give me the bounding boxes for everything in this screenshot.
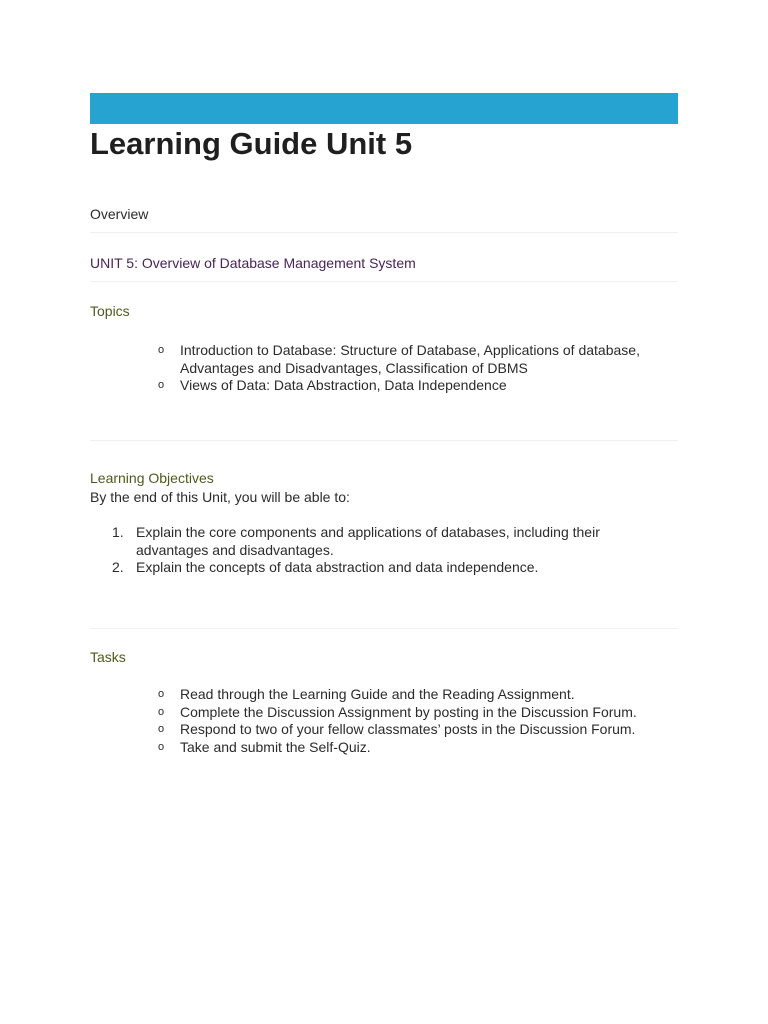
task-text: Take and submit the Self-Quiz. (180, 738, 371, 755)
list-item (158, 721, 668, 739)
task-text: Complete the Discussion Assignment by posting in the Discussion Forum. (180, 703, 637, 720)
topics-list (158, 342, 668, 395)
task-text: Respond to two of your fellow classmates’ posts in the Discussion Forum. (180, 721, 636, 737)
bullet-marker: o (158, 740, 165, 753)
list-item (112, 559, 632, 577)
list-item (158, 739, 668, 757)
topics-heading: Topics (90, 303, 130, 319)
list-item (112, 524, 632, 559)
bullet-marker: o (158, 688, 165, 700)
section-divider (90, 440, 678, 441)
objective-text: Explain the core components and applications of databases, including their advantages and disadvantages. (136, 524, 600, 558)
objective-text: Explain the concepts of data abstraction and data independence. (136, 559, 539, 575)
objectives-list (112, 524, 632, 577)
topic-text: Views of Data: Data Abstraction, Data Independence (180, 377, 507, 393)
list-item (158, 686, 668, 704)
learning-objectives-intro: By the end of this Unit, you will be able to: (90, 489, 350, 505)
header-banner (90, 93, 678, 124)
bullet-marker: o (158, 379, 165, 391)
tasks-list (158, 686, 668, 756)
item-number: 1. (112, 524, 124, 540)
learning-objectives-heading: Learning Objectives (90, 470, 214, 486)
tasks-heading: Tasks (90, 649, 126, 665)
bullet-marker: o (158, 344, 165, 356)
item-number: 2. (112, 559, 124, 575)
topic-text: Introduction to Database: Structure of Database, Applications of database, Advantages and Disadvantages, Classification of DBMS (180, 342, 640, 376)
page-title: Learning Guide Unit 5 (90, 126, 413, 161)
learning-guide-page (90, 93, 678, 755)
section-divider (90, 628, 678, 629)
unit-heading: UNIT 5: Overview of Database Management System (90, 255, 678, 282)
bullet-marker: o (158, 705, 165, 718)
task-text: Read through the Learning Guide and the Reading Assignment. (180, 686, 575, 702)
list-item (158, 342, 668, 377)
bullet-marker: o (158, 723, 165, 735)
list-item (158, 704, 668, 722)
list-item (158, 377, 668, 395)
overview-heading: Overview (90, 206, 678, 233)
